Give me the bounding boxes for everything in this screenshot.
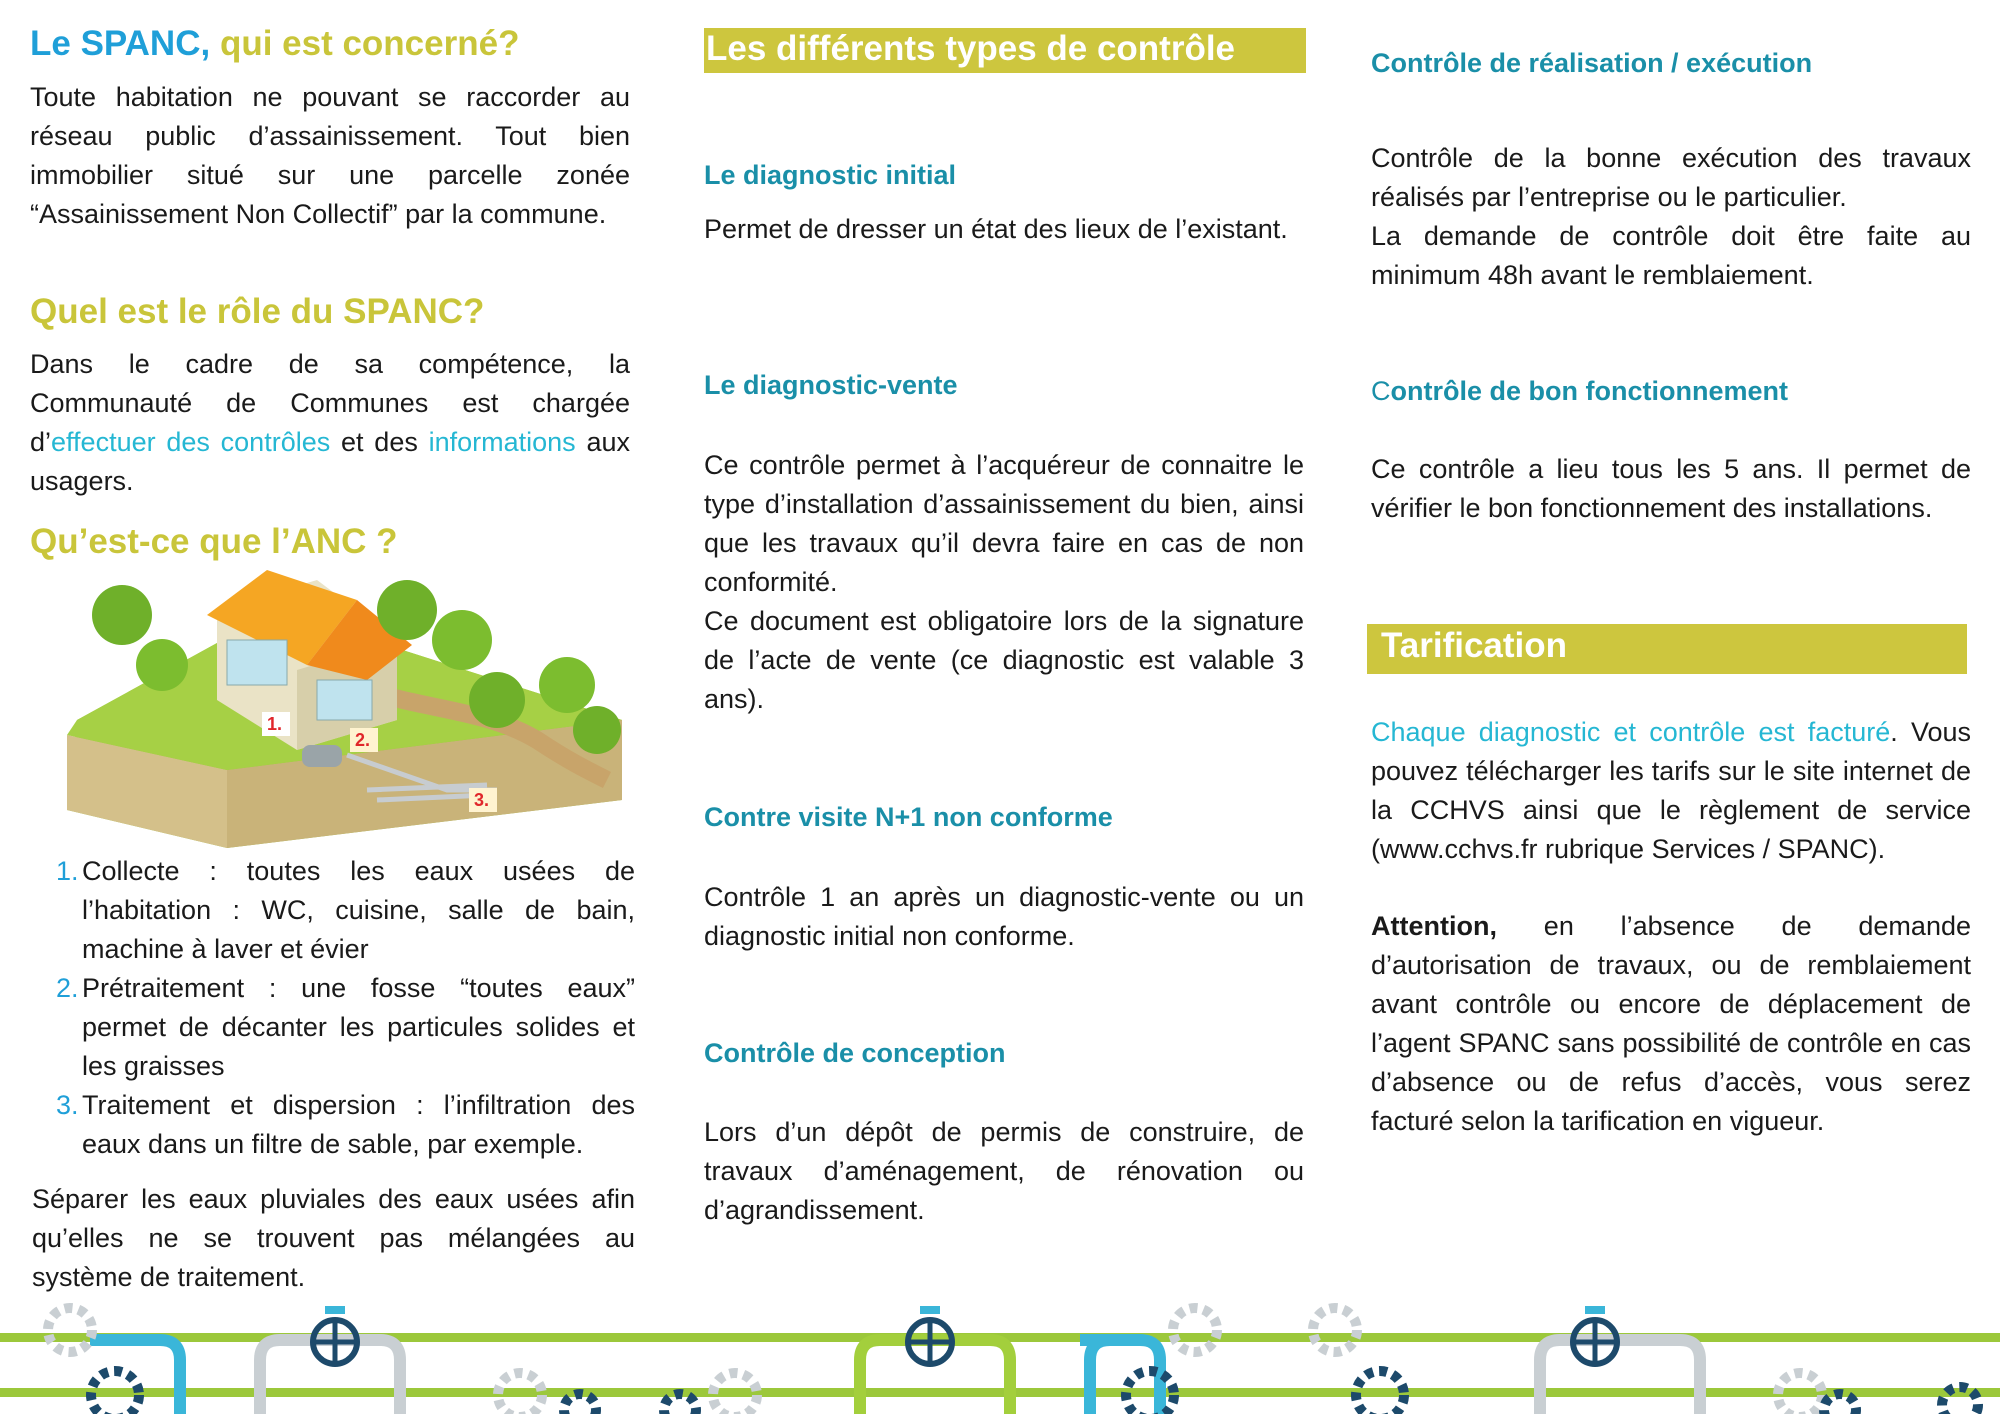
list-item: 2. Prétraitement : une fosse “toutes eaux” permet de décanter les particules solides et les graisses xyxy=(56,973,635,1081)
text-attention: Attention, en l’absence de demande d’autorisation de travaux, ou de remblaiement avant contrôle ou encore de déplacement de l’agent SPANC sans possibilité de contrôle en cas d’absence ou de refus d’accès, vous serez facturé selon la tarification en vigueur. xyxy=(1371,911,1971,1136)
tree xyxy=(539,657,595,713)
tree xyxy=(136,639,188,691)
gear-icon xyxy=(564,1394,596,1414)
link-informations[interactable]: informations xyxy=(428,427,576,457)
heading-anc: Qu’est-ce que l’ANC ? xyxy=(30,522,398,561)
anc-illustration xyxy=(67,570,622,848)
paragraph-role: Dans le cadre de sa compétence, la Communauté de Communes est chargée d’effectuer des contrôles et des informations aux usagers. xyxy=(30,349,630,496)
list-item: 1. Collecte : toutes les eaux usées de l’habitation : WC, cuisine, salle de bain, machine à laver et évier xyxy=(56,856,635,964)
link-chaque-diagnostic[interactable]: Chaque diagnostic et contrôle est facturé xyxy=(1371,717,1891,747)
text-realisation: Contrôle de la bonne exécution des travaux réalisés par l’entreprise ou le particulier. La demande de contrôle doit être faite au minimum 48h avant le remblaiement. xyxy=(1371,143,1971,290)
tree xyxy=(432,610,492,670)
septic-tank xyxy=(302,745,342,767)
band-tarification: Tarification xyxy=(1367,624,1967,674)
paragraph-concerne: Toute habitation ne pouvant se raccorder au réseau public d’assainissement. Tout bien immobilier situé sur une parcelle zonée “Assainissement Non Collectif” par la commune. xyxy=(30,82,630,229)
house-room-2 xyxy=(317,680,372,720)
pipe-grey xyxy=(1540,1340,1700,1414)
gear-icon xyxy=(1824,1394,1856,1414)
illustration-label-1: 1. xyxy=(267,714,283,734)
gear-icon xyxy=(664,1394,696,1414)
link-effectuer-controles[interactable]: effectuer des contrôles xyxy=(51,427,331,457)
text-diagnostic-vente: Ce contrôle permet à l’acquéreur de connaitre le type d’installation d’assainissement du bien, ainsi que les travaux qu’il devra faire en cas de non conformité. Ce document est obligatoire lors de la signature de l’acte de vente (ce diagnostic est valable 3 ans). xyxy=(704,450,1304,714)
tree xyxy=(469,672,525,728)
text-bon-fonctionnement: Ce contrôle a lieu tous les 5 ans. Il permet de vérifier le bon fonctionnement des installations. xyxy=(1371,454,1971,523)
tree xyxy=(92,585,152,645)
title-conception: Contrôle de conception xyxy=(704,1038,1006,1068)
gear-icon xyxy=(48,1308,92,1352)
footer-pipes-decoration xyxy=(0,1300,2000,1414)
text-contre-visite: Contrôle 1 an après un diagnostic-vente ou un diagnostic initial non conforme. xyxy=(704,882,1304,951)
text-tarification: Chaque diagnostic et contrôle est facturé. Vous pouvez télécharger les tarifs sur le site internet de la CCHVS ainsi que le règlement de service (www.cchvs.fr rubrique Services / SPANC). xyxy=(1371,717,1971,864)
paragraph-eaux-pluviales: Séparer les eaux pluviales des eaux usées afin qu’elles ne se trouvent pas mélangées au système de traitement. xyxy=(32,1184,635,1292)
tree xyxy=(573,706,621,754)
heading-qui-est-concerne: Le SPANC, qui est concerné? xyxy=(30,24,520,63)
title-contre-visite: Contre visite N+1 non conforme xyxy=(704,802,1113,832)
house-room xyxy=(227,640,287,685)
heading-role-spanc: Quel est le rôle du SPANC? xyxy=(30,292,485,331)
pipe-elbow xyxy=(1090,1340,1110,1414)
text-diagnostic-initial: Permet de dresser un état des lieux de l’existant. xyxy=(704,214,1288,244)
list-item: 3. Traitement et dispersion : l’infiltration des eaux dans un filtre de sable, par exemple. xyxy=(56,1090,635,1159)
band-types-controle: Les différents types de contrôle xyxy=(704,28,1306,73)
anc-steps-list xyxy=(30,852,635,1164)
title-realisation: Contrôle de réalisation / exécution xyxy=(1371,48,1813,78)
title-diagnostic-vente: Le diagnostic-vente xyxy=(704,370,958,400)
gear-icon xyxy=(1313,1308,1357,1352)
pipe-grey xyxy=(260,1340,400,1414)
pipe-green xyxy=(860,1340,1010,1414)
tree xyxy=(377,580,437,640)
illustration-label-3: 3. xyxy=(474,790,490,810)
title-diagnostic-initial: Le diagnostic initial xyxy=(704,160,957,190)
gear-icon xyxy=(1173,1308,1217,1352)
title-bon-fonctionnement: Contrôle de bon fonctionnement xyxy=(1371,376,1788,406)
text-conception: Lors d’un dépôt de permis de construire, de travaux d’aménagement, de rénovation ou d’agrandissement. xyxy=(704,1117,1304,1225)
illustration-label-2: 2. xyxy=(355,730,371,750)
